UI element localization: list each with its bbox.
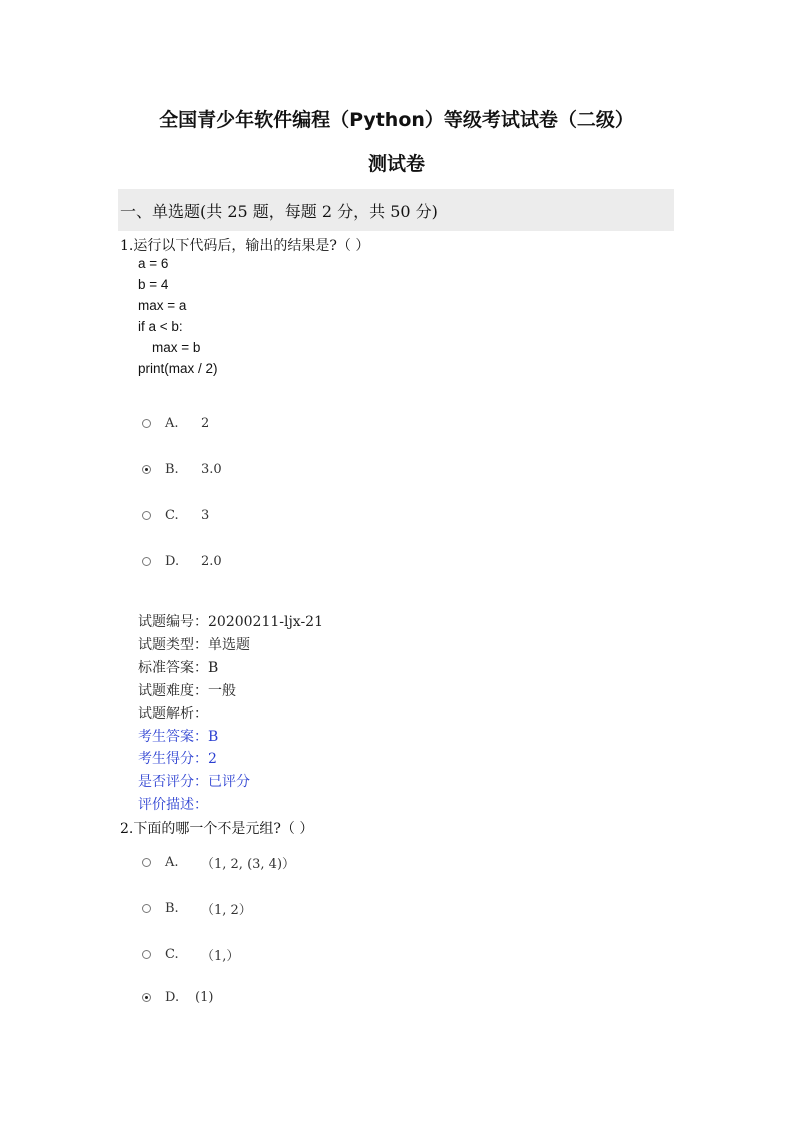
option-letter: D. xyxy=(165,554,180,569)
q2-option-d[interactable] xyxy=(142,990,213,1005)
option-letter: C. xyxy=(165,947,179,962)
difficulty: 试题难度：一般 xyxy=(138,683,236,699)
q2-option-a[interactable] xyxy=(142,853,295,872)
q1-option-c[interactable] xyxy=(142,508,209,523)
code-line: max = a xyxy=(138,298,187,313)
option-letter: D. xyxy=(165,990,180,1005)
section-header xyxy=(118,189,674,231)
option-text: （1, 2, (3, 4)） xyxy=(201,857,296,872)
option-letter: C. xyxy=(165,508,179,523)
question-id: 试题编号：20200211-ljx-21 xyxy=(138,614,324,630)
code-line: a = 6 xyxy=(138,256,169,271)
radio-button[interactable] xyxy=(142,858,151,867)
graded-status: 是否评分：已评分 xyxy=(138,774,250,790)
option-text: (1) xyxy=(195,990,214,1005)
q1-option-a[interactable] xyxy=(142,416,209,431)
q2-option-b[interactable] xyxy=(142,899,252,918)
option-letter: B. xyxy=(165,462,179,477)
analysis: 试题解析： xyxy=(138,706,208,722)
evaluation-comment: 评价描述： xyxy=(138,797,208,813)
code-line: if a < b: xyxy=(138,319,183,334)
radio-button[interactable] xyxy=(142,904,151,913)
option-text: 3 xyxy=(201,508,210,523)
option-letter: A. xyxy=(165,855,179,870)
code-line: max = b xyxy=(152,340,201,355)
exam-title: 全国青少年软件编程（Python）等级考试试卷（二级） xyxy=(159,109,634,131)
code-line: print(max / 2) xyxy=(138,361,218,376)
option-text: （1, 2） xyxy=(201,903,252,918)
examinee-score: 考生得分：2 xyxy=(138,751,217,767)
section-heading: 一、单选题(共 25 题，每题 2 分，共 50 分) xyxy=(120,202,438,221)
examinee-answer: 考生答案：B xyxy=(138,729,219,745)
exam-subtitle: 测试卷 xyxy=(367,153,425,175)
option-text: 2 xyxy=(201,416,210,431)
question-2-stem: 2.下面的哪一个不是元组?（ ） xyxy=(120,821,314,837)
option-text: 3.0 xyxy=(201,462,222,477)
option-text: 2.0 xyxy=(201,554,222,569)
option-letter: A. xyxy=(165,416,179,431)
option-letter: B. xyxy=(165,901,179,916)
q1-option-b[interactable] xyxy=(142,462,222,477)
question-1-stem: 1.运行以下代码后，输出的结果是?（ ） xyxy=(120,238,370,254)
radio-button-selected[interactable] xyxy=(142,993,151,1002)
option-text: （1,） xyxy=(201,949,240,964)
standard-answer: 标准答案：B xyxy=(138,660,219,676)
question-type: 试题类型：单选题 xyxy=(138,637,250,653)
radio-button[interactable] xyxy=(142,950,151,959)
radio-button[interactable] xyxy=(142,557,151,566)
radio-button[interactable] xyxy=(142,511,151,520)
code-line: b = 4 xyxy=(138,277,169,292)
q1-option-d[interactable] xyxy=(142,554,222,569)
radio-button-selected[interactable] xyxy=(142,465,151,474)
q2-option-c[interactable] xyxy=(142,945,239,964)
radio-button[interactable] xyxy=(142,419,151,428)
